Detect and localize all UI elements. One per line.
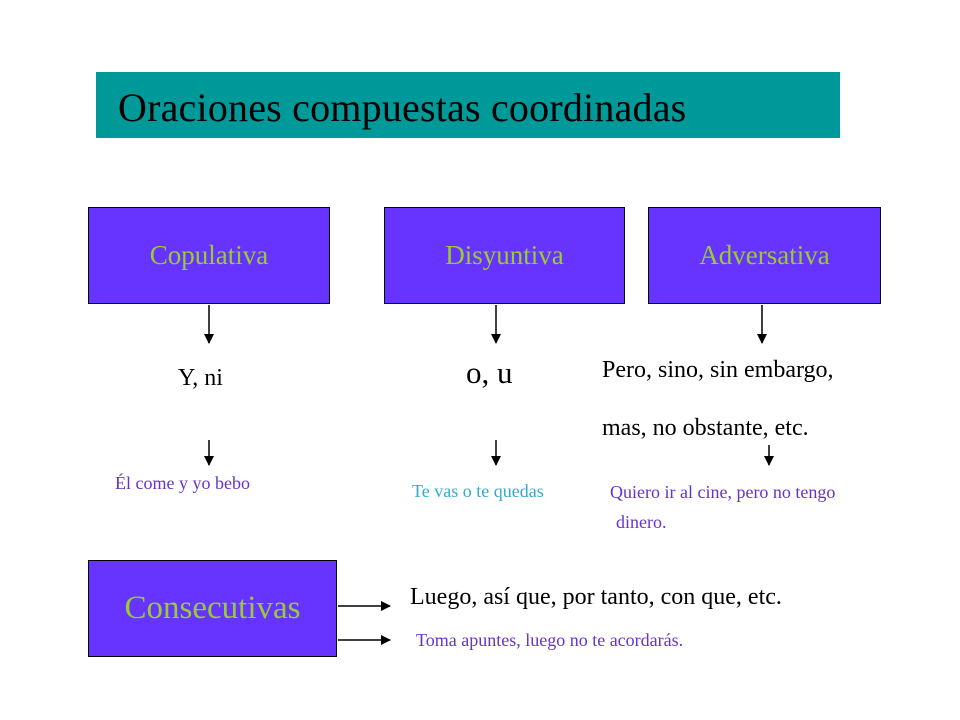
consecutivas-conjunctions: Luego, así que, por tanto, con que, etc. bbox=[410, 584, 782, 610]
adversativa-conjunctions-line1: Pero, sino, sin embargo, bbox=[602, 357, 834, 383]
page-title: Oraciones compuestas coordinadas bbox=[118, 85, 687, 130]
copulativa-conjunctions: Y, ni bbox=[178, 365, 223, 391]
disyuntiva-conjunctions: o, u bbox=[466, 355, 513, 390]
adversativa-conjunctions-line2: mas, no obstante, etc. bbox=[602, 415, 809, 441]
disyuntiva-box: Disyuntiva bbox=[384, 207, 625, 304]
copulativa-example: Él come y yo bebo bbox=[115, 473, 250, 493]
adversativa-box: Adversativa bbox=[648, 207, 881, 304]
consecutivas-box: Consecutivas bbox=[88, 560, 337, 657]
disyuntiva-example: Te vas o te quedas bbox=[412, 481, 544, 501]
consecutivas-example: Toma apuntes, luego no te acordarás. bbox=[416, 630, 684, 650]
adversativa-example-line1: Quiero ir al cine, pero no tengo bbox=[610, 482, 836, 502]
adversativa-example-line2: dinero. bbox=[616, 512, 667, 532]
copulativa-box: Copulativa bbox=[88, 207, 330, 304]
